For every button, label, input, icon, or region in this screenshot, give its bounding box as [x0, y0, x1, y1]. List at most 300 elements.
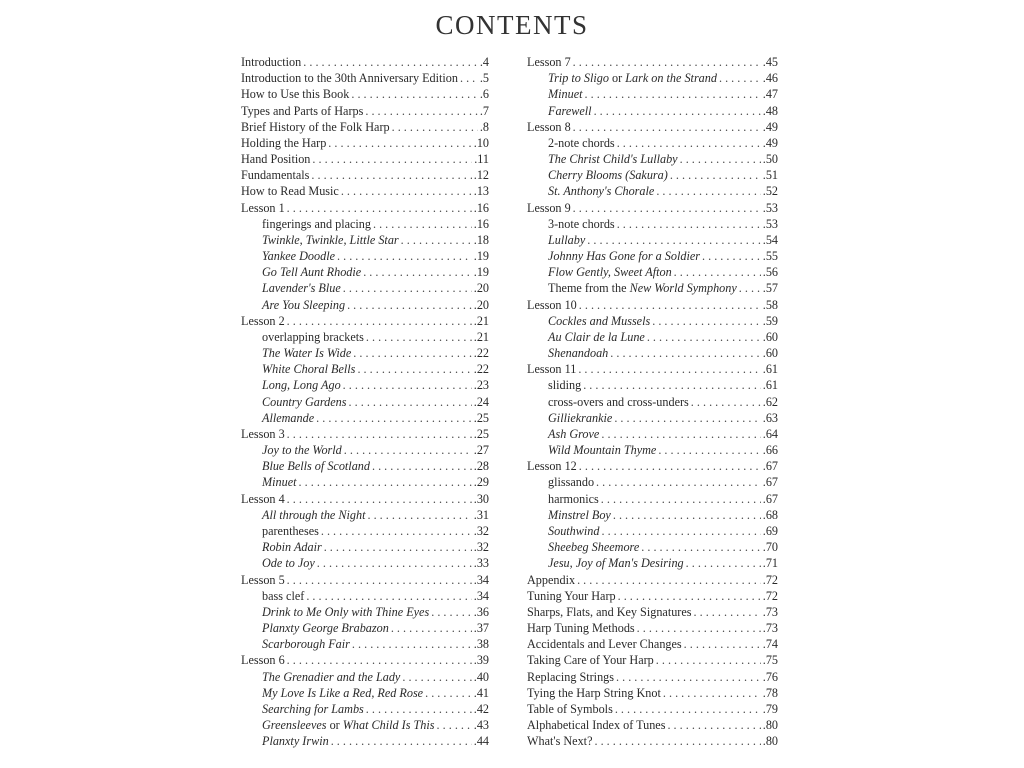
toc-page-number: .22	[473, 362, 489, 377]
toc-page-number: .40	[473, 669, 489, 684]
toc-entry	[527, 604, 778, 620]
toc-entry	[527, 200, 778, 216]
toc-entry-title	[527, 200, 571, 216]
toc-page-number: .49	[762, 135, 778, 150]
toc-page-number: .60	[762, 346, 778, 361]
toc-page-number: .6	[479, 87, 489, 102]
toc-page-number: .32	[473, 523, 489, 538]
toc-page-number: .8	[479, 119, 489, 134]
toc-entry-title-part: Minuet	[262, 475, 297, 490]
toc-subentry	[241, 458, 489, 474]
dot-leader	[328, 135, 471, 151]
dot-leader	[702, 248, 761, 264]
toc-entry-title-part: Country Gardens	[262, 394, 347, 409]
toc-entry-title	[241, 70, 458, 86]
toc-entry	[527, 636, 778, 652]
dot-leader	[352, 636, 472, 652]
toc-entry-title	[241, 491, 285, 507]
dot-leader	[739, 280, 761, 296]
dot-leader	[594, 103, 761, 119]
dot-leader	[303, 54, 478, 70]
toc-subentry	[241, 442, 489, 458]
toc-entry-title	[548, 442, 656, 458]
toc-page-number: .67	[762, 475, 778, 490]
toc-entry-title-part: Farewell	[548, 103, 592, 118]
toc-entry-title-part: Go Tell Aunt Rhodie	[262, 265, 362, 280]
dot-leader	[694, 604, 761, 620]
toc-entry-title	[527, 733, 592, 749]
toc-page-number: .57	[762, 281, 778, 296]
toc-entry	[527, 652, 778, 668]
toc-page-number: .16	[473, 200, 489, 215]
toc-page-number: .66	[762, 443, 778, 458]
toc-subentry	[527, 232, 778, 248]
toc-entry-title-part: Fundamentals	[241, 168, 310, 183]
toc-subentry	[241, 620, 489, 636]
dot-leader	[287, 652, 472, 668]
toc-page-number: .55	[762, 249, 778, 264]
toc-entry-title	[262, 361, 355, 377]
toc-page-number: .73	[762, 621, 778, 636]
toc-entry-title-part: Twinkle, Twinkle, Little Star	[262, 232, 399, 247]
toc-page-number: .49	[762, 119, 778, 134]
dot-leader	[357, 361, 471, 377]
toc-page-number: .78	[762, 685, 778, 700]
toc-subentry	[241, 733, 489, 749]
toc-entry-title	[262, 620, 389, 636]
toc-subentry	[527, 313, 778, 329]
toc-entry-title	[548, 523, 599, 539]
toc-page-number: .64	[762, 426, 778, 441]
toc-page-number: .19	[473, 265, 489, 280]
toc-entry	[241, 200, 489, 216]
toc-entry-title-part: Minstrel Boy	[548, 507, 611, 522]
dot-leader	[321, 523, 472, 539]
toc-page-number: .5	[479, 71, 489, 86]
toc-entry-title-part: What's Next?	[527, 734, 593, 749]
toc-entry-title	[262, 588, 304, 604]
toc-entry	[527, 572, 778, 588]
toc-entry-title-part: 3-note chords	[548, 216, 615, 231]
toc-entry-title	[548, 394, 689, 410]
toc-entry-title-part: Wild Mountain Thyme	[548, 443, 657, 458]
toc-entry-title	[527, 54, 571, 70]
toc-subentry	[241, 588, 489, 604]
toc-subentry	[241, 669, 489, 685]
toc-page-number: .72	[762, 588, 778, 603]
toc-entry-title	[548, 507, 611, 523]
toc-entry-title-part: Harp Tuning Methods	[527, 621, 635, 636]
toc-entry-title-part: Long, Long Ago	[262, 378, 341, 393]
toc-page-number: .13	[473, 184, 489, 199]
toc-entry-title-part: Alphabetical Index of Tunes	[527, 718, 666, 733]
toc-entry-title-part: overlapping brackets	[262, 329, 364, 344]
dot-leader	[425, 685, 472, 701]
toc-page-number: .16	[473, 216, 489, 231]
toc-entry-title	[548, 377, 581, 393]
toc-entry	[241, 167, 489, 183]
toc-entry-title	[548, 491, 599, 507]
toc-page-number: .19	[473, 249, 489, 264]
toc-entry	[241, 313, 489, 329]
toc-subentry	[241, 685, 489, 701]
toc-entry-title-part: Robin Adair	[262, 540, 322, 555]
toc-entry-title-part: Minuet	[548, 87, 583, 102]
dot-leader	[343, 280, 472, 296]
toc-entry-title	[241, 652, 285, 668]
dot-leader	[341, 183, 472, 199]
toc-entry-title-part: Yankee Doodle	[262, 249, 335, 264]
toc-page-number: .51	[762, 168, 778, 183]
toc-entry	[527, 361, 778, 377]
toc-entry-title-part: Lesson 2	[241, 313, 285, 328]
toc-entry-title-part: harmonics	[548, 491, 599, 506]
toc-page-number: .34	[473, 588, 489, 603]
toc-subentry	[241, 394, 489, 410]
toc-entry-title-part: Replacing Strings	[527, 669, 614, 684]
toc-entry-title	[527, 361, 576, 377]
toc-page-number: .12	[473, 168, 489, 183]
toc-entry-title-part: Accidentals and Lever Changes	[527, 637, 682, 652]
dot-leader	[287, 572, 472, 588]
toc-page-number: .25	[473, 426, 489, 441]
toc-subentry	[527, 410, 778, 426]
toc-entry-title-part: Ash Grove	[548, 426, 600, 441]
toc-entry-title	[548, 70, 717, 86]
dot-leader	[311, 167, 471, 183]
toc-entry-title	[262, 232, 399, 248]
toc-entry-title-part: Sharps, Flats, and Key Signatures	[527, 604, 692, 619]
toc-subentry	[527, 394, 778, 410]
toc-page-number: .76	[762, 669, 778, 684]
dot-leader	[719, 70, 761, 86]
dot-leader	[353, 345, 472, 361]
toc-entry-title-part: or	[326, 718, 343, 733]
toc-entry-title-part: Lesson 9	[527, 200, 571, 215]
dot-leader	[349, 394, 472, 410]
toc-entry-title-part: Southwind	[548, 523, 600, 538]
toc-page-number: .60	[762, 329, 778, 344]
toc-page-number: .10	[473, 135, 489, 150]
toc-page-number: .68	[762, 507, 778, 522]
toc-subentry	[527, 183, 778, 199]
toc-page-number: .69	[762, 523, 778, 538]
toc-page-number: .74	[762, 637, 778, 652]
toc-entry-title-part: My Love Is Like a Red, Red Rose	[262, 685, 424, 700]
toc-entry-title-part: Introduction	[241, 55, 302, 69]
toc-page-number: .32	[473, 540, 489, 555]
toc-entry-title-part: bass clef	[262, 588, 305, 603]
toc-page-number: .37	[473, 621, 489, 636]
dot-leader	[343, 377, 472, 393]
dot-leader	[684, 636, 761, 652]
toc-entry-title	[241, 572, 285, 588]
toc-entry-title	[262, 636, 350, 652]
toc-entry-title	[527, 572, 575, 588]
toc-entry-title-part: Au Clair de la Lune	[548, 329, 645, 344]
toc-entry-title-part: Types and Parts of Harps	[241, 103, 364, 118]
toc-page-number: .34	[473, 572, 489, 587]
toc-page-number: .38	[473, 637, 489, 652]
dot-leader	[579, 458, 761, 474]
toc-page-number: .28	[473, 459, 489, 474]
toc-entry-title-part: How to Read Music	[241, 184, 339, 199]
toc-subentry	[241, 507, 489, 523]
toc-entry-title	[548, 474, 594, 490]
toc-subentry	[241, 410, 489, 426]
toc-subentry	[527, 442, 778, 458]
toc-subentry	[527, 167, 778, 183]
toc-entry	[527, 733, 778, 749]
toc-entry-title-part: The Grenadier and the Lady	[262, 669, 401, 684]
toc-entry-title-part: Lullaby	[548, 232, 586, 247]
toc-page-number: .23	[473, 378, 489, 393]
toc-page-number: .75	[762, 653, 778, 668]
dot-leader	[610, 345, 761, 361]
dot-leader	[663, 685, 761, 701]
toc-page-number: .58	[762, 297, 778, 312]
toc-subentry	[527, 345, 778, 361]
toc-entry	[527, 458, 778, 474]
toc-entry-title-part: Introduction to the 30th Anniversary Edition	[241, 71, 458, 86]
toc-entry-title-part: glissando	[548, 475, 595, 490]
toc-entry-title-part: Cockles and Mussels	[548, 313, 651, 328]
toc-entry-title	[262, 555, 315, 571]
dot-leader	[637, 620, 761, 636]
toc-page-number: .61	[762, 378, 778, 393]
toc-entry-title-part: Table of Symbols	[527, 701, 613, 716]
toc-entry	[527, 588, 778, 604]
dot-leader	[460, 70, 478, 86]
toc-entry-title-part: Taking Care of Your Harp	[527, 653, 654, 668]
dot-leader	[618, 588, 761, 604]
toc-subentry	[527, 377, 778, 393]
toc-entry-title	[527, 717, 665, 733]
toc-page-number: .63	[762, 410, 778, 425]
toc-page-number: .56	[762, 265, 778, 280]
toc-entry	[527, 669, 778, 685]
toc-subentry	[241, 717, 489, 733]
dot-leader	[601, 426, 760, 442]
dot-leader	[617, 135, 761, 151]
toc-entry-title	[262, 297, 345, 313]
toc-entry-title	[548, 151, 678, 167]
toc-entry-title	[548, 216, 615, 232]
toc-entry-title-part: Cherry Blooms (Sakura)	[548, 168, 668, 183]
toc-entry	[241, 151, 489, 167]
toc-entry-title-part: cross-overs and cross-unders	[548, 394, 689, 409]
toc-entry-title-part: Trip to Sligo	[548, 71, 609, 86]
toc-entry-title-part: Appendix	[527, 572, 576, 587]
toc-entry-title	[262, 248, 335, 264]
toc-entry-title-part: Lesson 4	[241, 491, 285, 506]
toc-subentry	[527, 539, 778, 555]
toc-subentry	[241, 361, 489, 377]
toc-entry-title-part: Lesson 6	[241, 653, 285, 668]
toc-entry-title-part: Allemande	[262, 410, 315, 425]
toc-entry-title-part: The Christ Child's Lullaby	[548, 152, 678, 167]
dot-leader	[656, 652, 761, 668]
toc-entry-title	[548, 313, 650, 329]
toc-page-number: .42	[473, 701, 489, 716]
toc-subentry	[527, 474, 778, 490]
dot-leader	[347, 297, 472, 313]
toc-entry-title	[548, 135, 615, 151]
toc-entry-title	[262, 604, 429, 620]
dot-leader	[299, 474, 472, 490]
toc-entry	[527, 54, 778, 70]
toc-entry-title	[527, 458, 577, 474]
toc-page-number: .43	[473, 718, 489, 733]
toc-entry-title	[262, 701, 364, 717]
dot-leader	[573, 54, 761, 70]
toc-entry-title-part: Lesson 12	[527, 459, 577, 474]
dot-leader	[579, 297, 761, 313]
dot-leader	[401, 232, 472, 248]
toc-page-number: .70	[762, 540, 778, 555]
dot-leader	[392, 119, 478, 135]
dot-leader	[691, 394, 761, 410]
toc-entry-title-part: The Water Is Wide	[262, 346, 352, 361]
toc-entry-title	[262, 507, 365, 523]
toc-entry-title	[548, 329, 645, 345]
toc-entry	[241, 183, 489, 199]
dot-leader	[287, 426, 472, 442]
dot-leader	[652, 313, 761, 329]
dot-leader	[287, 200, 472, 216]
toc-entry-title-part: Jesu, Joy of Man's Desiring	[548, 556, 684, 571]
dot-leader	[585, 86, 761, 102]
toc-entry-title	[548, 410, 612, 426]
toc-subentry	[241, 280, 489, 296]
toc-page-number: .33	[473, 556, 489, 571]
toc-page-number: .27	[473, 443, 489, 458]
page-title: CONTENTS	[435, 10, 589, 40]
toc-entry-title	[241, 54, 301, 70]
toc-entry-title	[241, 200, 285, 216]
toc-entry-title	[527, 620, 635, 636]
toc-entry-title-part: Hand Position	[241, 152, 311, 167]
toc-entry-title-part: or	[608, 71, 626, 86]
toc-entry-title-part: Lesson 1	[241, 200, 285, 215]
toc-page-number: .72	[762, 572, 778, 587]
toc-entry-title-part: Lesson 11	[527, 362, 577, 377]
toc-subentry	[527, 70, 778, 86]
dot-leader	[316, 410, 472, 426]
toc-subentry	[241, 523, 489, 539]
dot-leader	[391, 620, 472, 636]
dot-leader	[367, 507, 471, 523]
dot-leader	[670, 167, 761, 183]
toc-subentry	[527, 135, 778, 151]
toc-page-number: .44	[473, 734, 489, 749]
toc-subentry	[527, 507, 778, 523]
toc-entry-title-part: Gilliekrankie	[548, 410, 613, 425]
toc-entry-title	[527, 297, 577, 313]
toc-subentry	[241, 216, 489, 232]
toc-entry	[241, 426, 489, 442]
dot-leader	[686, 555, 761, 571]
toc-page-number: .80	[762, 734, 778, 749]
toc-entry-title-part: Ode to Joy	[262, 556, 315, 571]
toc-entry-title	[527, 636, 682, 652]
toc-entry	[241, 572, 489, 588]
toc-entry-title-part: Drink to Me Only with Thine Eyes	[262, 604, 430, 619]
toc-page-number: .52	[762, 184, 778, 199]
toc-entry-title	[262, 410, 314, 426]
toc-entry-title	[548, 280, 737, 296]
toc-entry-title-part: Johnny Has Gone for a Soldier	[548, 249, 700, 264]
toc-entry-title-part: Flow Gently, Sweet Afton	[548, 265, 672, 280]
dot-leader	[324, 539, 472, 555]
toc-subentry	[241, 329, 489, 345]
toc-entry-title	[262, 733, 329, 749]
toc-entry-title	[548, 539, 639, 555]
toc-page-number: .21	[473, 329, 489, 344]
toc-entry	[527, 701, 778, 717]
toc-page-number: .54	[762, 232, 778, 247]
toc-entry-title	[241, 167, 309, 183]
toc-page-number: .47	[762, 87, 778, 102]
toc-entry-title	[527, 701, 613, 717]
toc-entry-title	[241, 183, 339, 199]
toc-page-number: .20	[473, 297, 489, 312]
toc-entry	[527, 297, 778, 313]
dot-leader	[578, 361, 760, 377]
toc-entry-title-part: Lesson 7	[527, 55, 571, 69]
toc-entry-title	[548, 345, 608, 361]
toc-entry-title	[262, 394, 347, 410]
toc-entry-title	[548, 264, 672, 280]
toc-entry	[241, 491, 489, 507]
toc-page-number: .11	[474, 152, 489, 167]
toc-page-number: .62	[762, 394, 778, 409]
toc-subentry	[527, 491, 778, 507]
toc-entry-title	[262, 329, 364, 345]
toc-entry-title-part: Lark on the Strand	[625, 71, 717, 86]
toc-subentry	[241, 345, 489, 361]
toc-entry-title	[548, 232, 585, 248]
dot-leader	[641, 539, 761, 555]
toc-entry-title	[548, 103, 592, 119]
toc-entry-title	[262, 474, 297, 490]
toc-entry-title	[262, 539, 322, 555]
toc-entry-title	[241, 313, 285, 329]
toc-entry-title	[548, 426, 599, 442]
dot-leader	[583, 377, 761, 393]
dot-leader	[366, 329, 472, 345]
toc-entry-title-part: Scarborough Fair	[262, 637, 350, 652]
toc-subentry	[241, 264, 489, 280]
toc-page-number: .18	[473, 232, 489, 247]
toc-subentry	[241, 636, 489, 652]
dot-leader	[431, 604, 472, 620]
toc-entry-title-part: How to Use this Book	[241, 87, 350, 102]
toc-entry	[241, 135, 489, 151]
toc-entry-title-part: Searching for Lambs	[262, 701, 364, 716]
toc-entry-title	[527, 588, 616, 604]
toc-page-number: .4	[479, 55, 489, 69]
toc-page-number: .53	[762, 216, 778, 231]
toc-entry-title-part: Are You Sleeping	[262, 297, 346, 312]
toc-entry-title-part: New World Symphony	[629, 281, 737, 296]
toc-subentry	[527, 151, 778, 167]
toc-entry	[527, 717, 778, 733]
toc-entry-title-part: sliding	[548, 378, 582, 393]
dot-leader	[331, 733, 472, 749]
toc-page-number: .20	[473, 281, 489, 296]
toc-subentry	[241, 474, 489, 490]
